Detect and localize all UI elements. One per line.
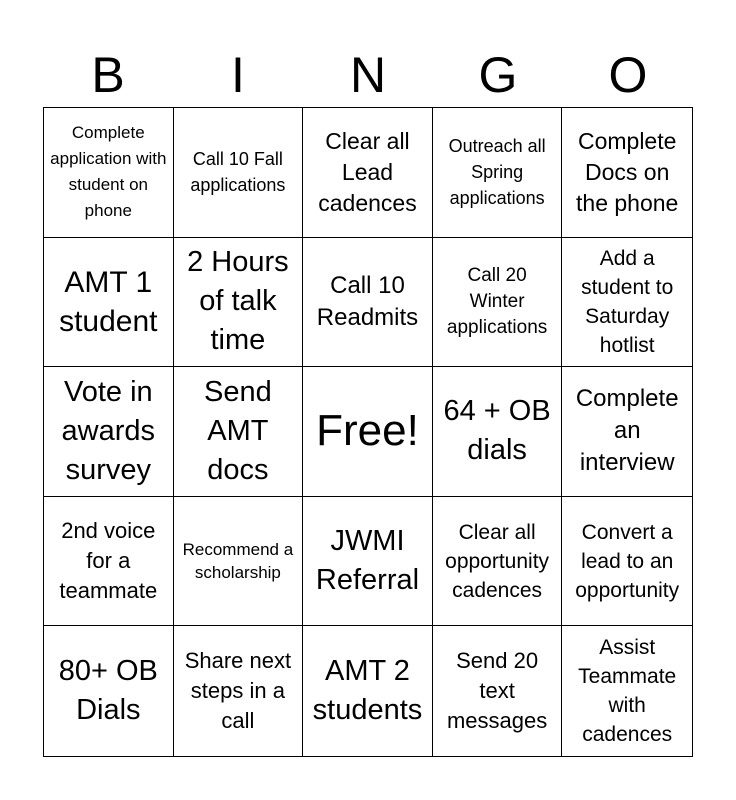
cell-text: JWMI Referral bbox=[315, 525, 420, 597]
cell-text: AMT 2 students bbox=[312, 655, 423, 727]
cell-text: Complete application with student on phone bbox=[50, 123, 167, 221]
cell-text: 64 + OB dials bbox=[443, 395, 551, 467]
cell-text: Complete Docs on the phone bbox=[576, 127, 679, 216]
cell-text: Clear all opportunity cadences bbox=[445, 520, 550, 602]
cell-text: Vote in awards survey bbox=[61, 375, 156, 486]
bingo-cell[interactable] bbox=[562, 108, 692, 238]
cell-text: Convert a lead to an opportunity bbox=[575, 520, 680, 602]
cell-text: Outreach all Spring applications bbox=[448, 136, 546, 209]
cell-text: Share next steps in a call bbox=[184, 648, 292, 734]
cell-text: AMT 1 student bbox=[59, 265, 158, 338]
header-letter-b: B bbox=[91, 47, 125, 103]
bingo-cell[interactable] bbox=[303, 497, 433, 627]
bingo-cell[interactable] bbox=[433, 367, 563, 497]
cell-text: Add a student to Saturday hotlist bbox=[581, 246, 674, 357]
header-letter-g: G bbox=[478, 47, 518, 103]
cell-text: Clear all Lead cadences bbox=[318, 127, 417, 216]
cell-text: 2 Hours of talk time bbox=[187, 246, 289, 357]
bingo-board bbox=[43, 107, 693, 757]
bingo-cell[interactable] bbox=[303, 238, 433, 368]
bingo-cell[interactable] bbox=[562, 626, 692, 756]
cell-text: 2nd voice for a teammate bbox=[59, 518, 158, 604]
bingo-cell[interactable] bbox=[303, 626, 433, 756]
bingo-cell[interactable] bbox=[44, 108, 174, 238]
header-letter-n: N bbox=[349, 47, 387, 103]
cell-text: Assist Teammate with cadences bbox=[578, 636, 677, 747]
bingo-cell[interactable] bbox=[433, 108, 563, 238]
bingo-cell[interactable] bbox=[174, 238, 304, 368]
cell-text: Call 10 Readmits bbox=[316, 271, 419, 331]
bingo-cell[interactable] bbox=[174, 626, 304, 756]
bingo-cell[interactable] bbox=[174, 108, 304, 238]
bingo-cell[interactable] bbox=[562, 367, 692, 497]
bingo-cell[interactable] bbox=[44, 626, 174, 756]
bingo-cell[interactable] bbox=[433, 626, 563, 756]
bingo-cell[interactable] bbox=[433, 238, 563, 368]
cell-text: Call 20 Winter applications bbox=[446, 264, 548, 338]
bingo-cell[interactable] bbox=[562, 238, 692, 368]
bingo-cell[interactable] bbox=[174, 367, 304, 497]
cell-text: Recommend a scholarship bbox=[182, 540, 294, 583]
bingo-cell[interactable] bbox=[562, 497, 692, 627]
free-space-text: Free! bbox=[316, 406, 419, 456]
header-letter-i: I bbox=[231, 47, 245, 103]
cell-text: Send AMT docs bbox=[204, 375, 272, 486]
bingo-cell[interactable] bbox=[174, 497, 304, 627]
cell-text: 80+ OB Dials bbox=[58, 655, 158, 727]
bingo-header bbox=[43, 44, 693, 106]
cell-text: Complete an interview bbox=[575, 385, 679, 477]
cell-text: Send 20 text messages bbox=[446, 648, 548, 734]
bingo-cell[interactable] bbox=[303, 108, 433, 238]
header-letter-o: O bbox=[608, 47, 648, 103]
bingo-cell[interactable] bbox=[44, 497, 174, 627]
bingo-cell[interactable] bbox=[44, 238, 174, 368]
free-space[interactable] bbox=[303, 367, 433, 497]
bingo-cell[interactable] bbox=[44, 367, 174, 497]
cell-text: Call 10 Fall applications bbox=[190, 149, 286, 196]
bingo-cell[interactable] bbox=[433, 497, 563, 627]
